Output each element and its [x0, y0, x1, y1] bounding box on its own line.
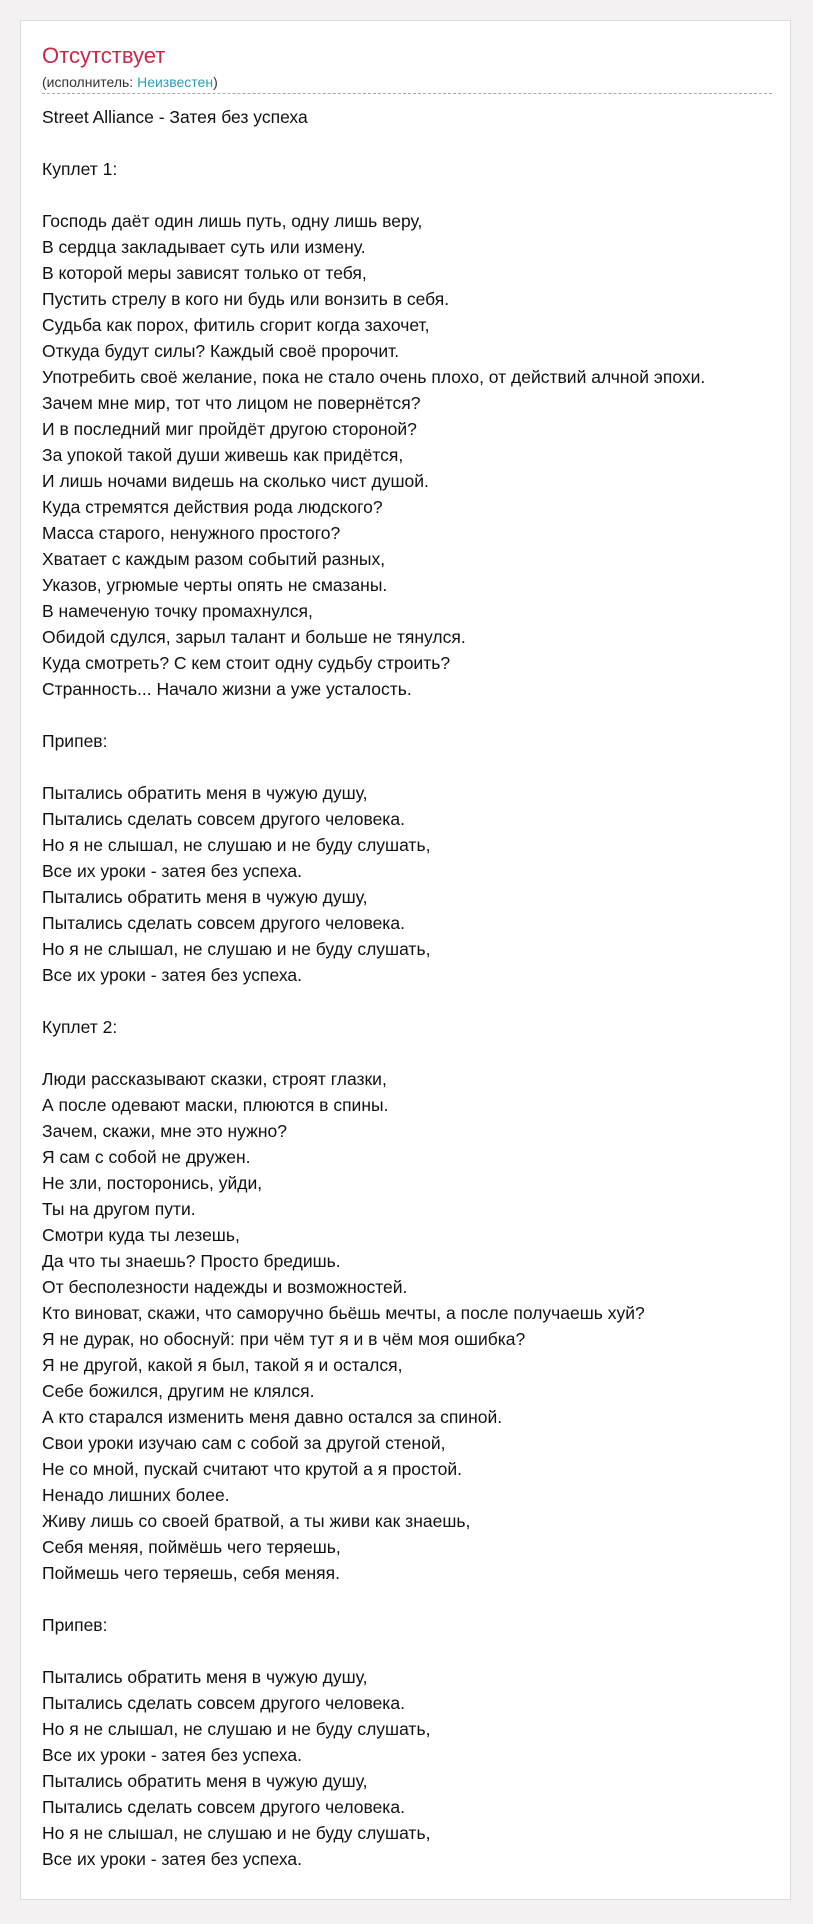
- lyric-line: В которой меры зависят только от тебя,: [42, 263, 367, 283]
- lyric-line: От бесполезности надежды и возможностей.: [42, 1277, 408, 1297]
- lyric-line: А после одевают маски, плюются в спины.: [42, 1095, 389, 1115]
- lyric-line: Все их уроки - затея без успеха.: [42, 965, 303, 985]
- artist-link[interactable]: Неизвестен: [137, 74, 214, 90]
- lyric-line: Но я не слышал, не слушаю и не буду слушать,: [42, 1719, 431, 1739]
- lyric-line: Пытались сделать совсем другого человека.: [42, 913, 405, 933]
- lyric-line: Пытались обратить меня в чужую душу,: [42, 783, 368, 803]
- lyric-line: Да что ты знаешь? Просто бредишь.: [42, 1251, 341, 1271]
- lyric-line: Поймешь чего теряешь, себя меняя.: [42, 1563, 340, 1583]
- lyric-line: Себя меняя, поймёшь чего теряешь,: [42, 1537, 341, 1557]
- lyric-line: А кто старался изменить меня давно остался за спиной.: [42, 1407, 503, 1427]
- lyric-line: Судьба как порох, фитиль сгорит когда захочет,: [42, 315, 430, 335]
- lyric-line: Я не дурак, но обоснуй: при чём тут я и в чём моя ошибка?: [42, 1329, 526, 1349]
- lyric-line: Зачем мне мир, тот что лицом не повернётся?: [42, 393, 421, 413]
- lyric-line: Все их уроки - затея без успеха.: [42, 1745, 303, 1765]
- lyric-line: Хватает с каждым разом событий разных,: [42, 549, 386, 569]
- artist-suffix: ): [213, 74, 218, 90]
- artist-prefix: (исполнитель:: [42, 74, 138, 90]
- song-title: Отсутствует: [42, 43, 166, 68]
- lyric-line: За упокой такой души живешь как придётся,: [42, 445, 404, 465]
- lyric-line: Свои уроки изучаю сам с собой за другой стеной,: [42, 1433, 446, 1453]
- lyric-line: [42, 182, 813, 208]
- lyric-line: Употребить своё желание, пока не стало очень плохо, от действий алчной эпохи.: [42, 367, 706, 387]
- lyric-line: Припев:: [42, 731, 108, 751]
- lyric-line: Не зли, посторонись, уйди,: [42, 1173, 263, 1193]
- lyric-line: Ты на другом пути.: [42, 1199, 196, 1219]
- lyric-line: Себе божился, другим не клялся.: [42, 1381, 315, 1401]
- lyric-line: Но я не слышал, не слушаю и не буду слушать,: [42, 939, 431, 959]
- lyric-line: Люди рассказывают сказки, строят глазки,: [42, 1069, 387, 1089]
- lyric-line: Кто виноват, скажи, что саморучно бьёшь мечты, а после получаешь хуй?: [42, 1303, 645, 1323]
- lyric-line: Пытались сделать совсем другого человека.: [42, 809, 405, 829]
- lyric-line: Пытались сделать совсем другого человека.: [42, 1797, 405, 1817]
- lyrics-card: [20, 20, 791, 1900]
- lyric-line: Масса старого, ненужного простого?: [42, 523, 341, 543]
- lyric-line: Не со мной, пускай считают что крутой а я простой.: [42, 1459, 462, 1479]
- lyric-line: Все их уроки - затея без успеха.: [42, 1849, 303, 1869]
- lyric-line: Я сам с собой не дружен.: [42, 1147, 251, 1167]
- lyric-line: Пытались сделать совсем другого человека.: [42, 1693, 405, 1713]
- lyric-line: Я не другой, какой я был, такой я и остался,: [42, 1355, 403, 1375]
- title-divider: [42, 93, 772, 94]
- lyric-line: В сердца закладывает суть или измену.: [42, 237, 366, 257]
- lyric-line: И в последний миг пройдёт другою стороной?: [42, 419, 417, 439]
- lyric-line: Но я не слышал, не слушаю и не буду слушать,: [42, 835, 431, 855]
- lyric-line: [42, 130, 813, 156]
- lyric-line: Куплет 1:: [42, 159, 118, 179]
- lyric-line: Все их уроки - затея без успеха.: [42, 861, 303, 881]
- lyric-line: Но я не слышал, не слушаю и не буду слушать,: [42, 1823, 431, 1843]
- lyric-line: Указов, угрюмые черты опять не смазаны.: [42, 575, 388, 595]
- lyric-line: [42, 702, 813, 728]
- lyric-line: Зачем, скажи, мне это нужно?: [42, 1121, 287, 1141]
- lyric-line: [42, 988, 813, 1014]
- lyric-line: Пытались обратить меня в чужую душу,: [42, 1667, 368, 1687]
- lyric-line: Куда смотреть? С кем стоит одну судьбу строить?: [42, 653, 451, 673]
- lyric-line: И лишь ночами видешь на сколько чист душой.: [42, 471, 429, 491]
- lyric-line: Смотри куда ты лезешь,: [42, 1225, 240, 1245]
- lyric-line: [42, 1586, 813, 1612]
- lyric-line: Street Alliance - Затея без успеха: [42, 107, 308, 127]
- artist-line: [42, 73, 218, 91]
- lyric-line: Откуда будут силы? Каждый своё пророчит.: [42, 341, 400, 361]
- lyric-line: Странность... Начало жизни а уже усталость.: [42, 679, 412, 699]
- lyric-line: В намеченую точку промахнулся,: [42, 601, 313, 621]
- lyric-line: Обидой сдулся, зарыл талант и больше не тянулся.: [42, 627, 466, 647]
- lyric-line: Куда стремятся действия рода людского?: [42, 497, 383, 517]
- lyric-line: [42, 1040, 813, 1066]
- lyric-line: [42, 754, 813, 780]
- lyric-line: Пытались обратить меня в чужую душу,: [42, 887, 368, 907]
- lyric-line: Ненадо лишних более.: [42, 1485, 230, 1505]
- lyrics-text: [42, 104, 813, 1872]
- lyric-line: Куплет 2:: [42, 1017, 118, 1037]
- lyric-line: Пытались обратить меня в чужую душу,: [42, 1771, 368, 1791]
- lyric-line: Пустить стрелу в кого ни будь или вонзить в себя.: [42, 289, 450, 309]
- lyric-line: Живу лишь со своей братвой, а ты живи как знаешь,: [42, 1511, 471, 1531]
- lyric-line: Господь даёт один лишь путь, одну лишь веру,: [42, 211, 423, 231]
- lyric-line: [42, 1638, 813, 1664]
- lyric-line: Припев:: [42, 1615, 108, 1635]
